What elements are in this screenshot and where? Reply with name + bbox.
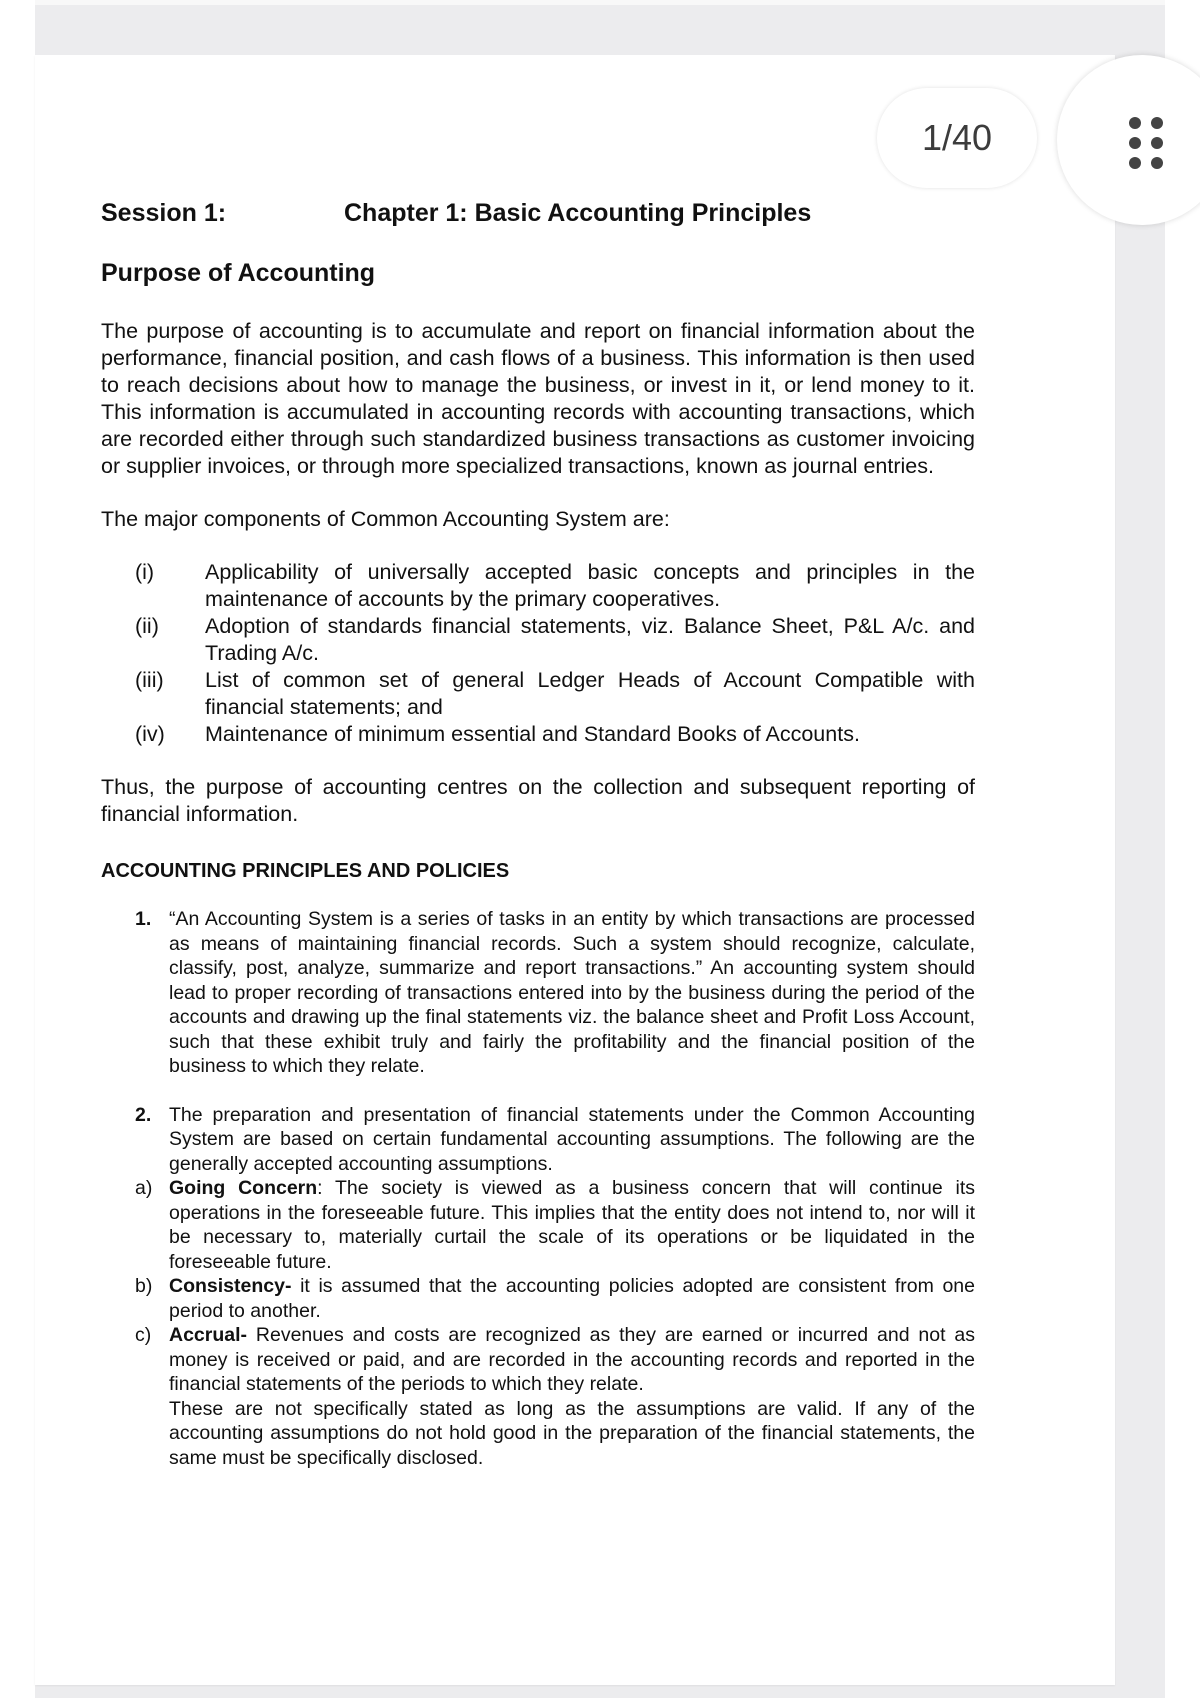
- list-item-text: Maintenance of minimum essential and Standard Books of Accounts.: [205, 722, 860, 746]
- list-marker: (i): [135, 560, 155, 584]
- session-label: Session 1:: [101, 199, 227, 227]
- assumption-text: Revenues and costs are recognized as they are earned or incurred and not as money is received or paid, and are recorded in the accounting records and reported in the financial statements of the periods to which they relate.: [169, 1324, 975, 1395]
- list-item-text: Applicability of universally accepted basic concepts and principles in the maintenance of accounts by the primary cooperatives.: [205, 560, 975, 611]
- list-marker: (iii): [135, 668, 164, 692]
- list-item: [101, 559, 975, 613]
- grid-dots-icon: [1127, 115, 1167, 171]
- purpose-heading: Purpose of Accounting: [101, 259, 376, 287]
- list-item: [101, 721, 975, 748]
- principles-heading: ACCOUNTING PRINCIPLES AND POLICIES: [101, 860, 510, 882]
- assumption-text: : The society is viewed as a business concern that will continue its operations in the foreseeable future. This implies that the entity does not intend to, nor will it be necessary to, materially curtail the scale of its operations or be liquidated in the foreseeable future.: [169, 1177, 975, 1273]
- page-indicator: 1/40: [877, 88, 1037, 188]
- thus-paragraph: Thus, the purpose of accounting centres on the collection and subsequent reporting of financial information.: [101, 775, 975, 826]
- list-marker: 2.: [135, 1103, 152, 1126]
- list-item: [101, 667, 975, 721]
- numbered-item-1: [101, 907, 975, 1079]
- assumption-term: Going Concern: [169, 1177, 318, 1199]
- numbered-item-text: The preparation and presentation of financial statements under the Common Accounting System are based on certain fundamental accounting assumptions. The following are the generally accepted accounting assumptions.: [169, 1103, 975, 1175]
- components-list: [101, 559, 975, 748]
- assumption-accrual: [101, 1323, 975, 1397]
- assumption-consistency: [101, 1274, 975, 1323]
- list-marker: 1.: [135, 908, 152, 930]
- major-components-intro: The major components of Common Accounting System are:: [101, 507, 670, 531]
- purpose-paragraph: The purpose of accounting is to accumulate and report on financial information about the performance, financial position, and cash flows of a business. This information is then used to reach decisions about how to manage the business, or invest in it, or lend money to it. This information is accumulated in accounting records with accounting transactions, which are recorded either through such standardized business transactions as customer invoicing or supplier invoices, or through more specialized transactions, known as journal entries.: [101, 319, 975, 478]
- list-marker: b): [135, 1275, 153, 1297]
- closing-paragraph: These are not specifically stated as long as the assumptions are valid. If any of the accounting assumptions do not hold good in the preparation of the financial statements, the same must be specifically disclosed.: [169, 1397, 975, 1469]
- chapter-title: Chapter 1: Basic Accounting Principles: [344, 199, 812, 227]
- session-header: [101, 198, 975, 228]
- list-marker: c): [135, 1324, 152, 1346]
- numbered-item-2: [101, 1103, 975, 1177]
- list-item-text: Adoption of standards financial statements, viz. Balance Sheet, P&L A/c. and Trading A/c.: [205, 614, 975, 665]
- document-content: [101, 198, 975, 1470]
- list-marker: (iv): [135, 722, 165, 746]
- list-item: [101, 613, 975, 667]
- assumption-term: Accrual-: [169, 1324, 248, 1346]
- list-marker: a): [135, 1177, 153, 1199]
- assumption-term: Consistency-: [169, 1275, 292, 1297]
- numbered-item-text: “An Accounting System is a series of tasks in an entity by which transactions are processed as means of maintaining financial records. Such a system should recognize, calculate, classify, post, analyze, summarize and report transactions.” An accounting system should lead to proper recording of transactions entered into by the business during the period of the accounts and drawing up the final statements viz. the balance sheet and Profit Loss Account, such that these exhibit truly and fairly the profitability and the financial position of the business to which they relate.: [169, 908, 975, 1077]
- list-item-text: List of common set of general Ledger Heads of Account Compatible with financial statements; and: [205, 668, 975, 719]
- assumption-going-concern: [101, 1176, 975, 1274]
- assumption-text: it is assumed that the accounting policies adopted are consistent from one period to another.: [169, 1275, 975, 1322]
- list-marker: (ii): [135, 614, 159, 638]
